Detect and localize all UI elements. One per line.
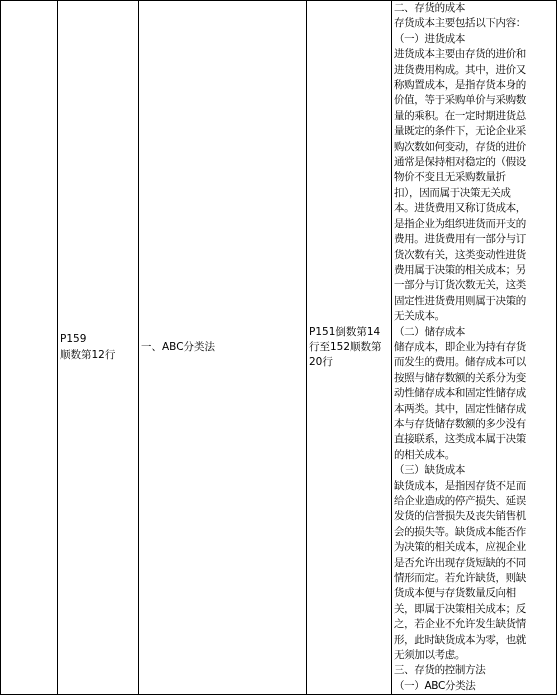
old-reference: P151倒数第14行至152顺数第20行: [309, 325, 382, 369]
content-line: 之，若企业不允许发生缺货情: [394, 618, 526, 631]
content-line: 发货的信誉损失及丧失销售机: [394, 510, 526, 523]
content-line: 二、存货的成本: [394, 2, 466, 14]
content-line: 量的乘积。在一定时期进货总: [394, 109, 526, 122]
content-line: （二）储存成本: [394, 325, 466, 338]
old-reference-cell: [307, 1, 392, 695]
table-row: [1, 1, 557, 695]
content-line: 三、存货的控制方法: [394, 664, 486, 677]
content-line: 货成本便与存货数量反向相: [394, 587, 516, 600]
content-line: 费用属于决策的相关成本；另: [394, 263, 526, 276]
content-line: 是否允许出现存货短缺的不同: [394, 556, 526, 569]
content-line: 固定性进货费用则属于决策的: [394, 294, 526, 307]
content-line: 缺货成本，是指因存货不足而: [394, 479, 526, 492]
content-line: 为决策的相关成本，应视企业: [394, 541, 526, 554]
content-line: 进货成本主要由存货的进价和: [394, 48, 526, 61]
page-number: P159: [60, 333, 87, 346]
content-line: 进货费用构成。其中，进价又: [394, 63, 526, 76]
page-reference-cell: [58, 1, 139, 695]
content-line: 价值，等于采购单价与采购数: [394, 94, 526, 107]
content-line: 一部分与订货次数无关，这类: [394, 279, 526, 292]
content-line: 通常是保持相对稳定的（假设: [394, 156, 526, 169]
content-line: 称购置成本，是指存货本身的: [394, 79, 526, 92]
content-line: 而发生的费用。储存成本可以: [394, 356, 526, 369]
content-line: （一）ABC分类法: [394, 679, 476, 692]
content-line: 无须加以考虑。: [394, 649, 466, 662]
content-line: 货次数有关，这类变动性进货: [394, 248, 526, 261]
content-line: 物价不变且无采购数量折: [394, 171, 506, 184]
section-title: 一、ABC分类法: [141, 340, 216, 353]
content-line: 量既定的条件下，无论企业采: [394, 125, 526, 138]
line-number: 顺数第12行: [60, 348, 116, 361]
content-line: 本。进货费用又称订货成本，: [394, 202, 526, 215]
content-line: 的相关成本。: [394, 448, 455, 461]
content-text: [394, 1, 554, 694]
content-line: 关，即属于决策相关成本；反: [394, 602, 526, 615]
content-line: 本两类。其中，固定性储存成: [394, 402, 526, 415]
content-line: （一）进货成本: [394, 32, 466, 45]
content-line: 动性储存成本和固定性储存成: [394, 387, 526, 400]
content-line: 存货成本主要包括以下内容：: [394, 17, 526, 30]
content-line: 给企业造成的停产损失、延误: [394, 495, 526, 507]
content-line: 按照与储存数额的关系分为变: [394, 371, 526, 384]
content-line: 储存成本，即企业为持有存货: [394, 340, 526, 353]
section-cell: [139, 1, 307, 695]
content-line: 无关成本。: [394, 310, 445, 323]
content-line: 直接联系，这类成本属于决策: [394, 433, 526, 446]
content-line: 扣），因而属于决策无关成: [394, 186, 511, 199]
content-line: 购次数如何变动，存货的进价: [394, 140, 526, 153]
content-line: 是指企业为组织进货而开支的: [394, 217, 526, 230]
content-line: （三）缺货成本: [394, 464, 466, 477]
content-cell: [392, 1, 557, 695]
blank-cell: [1, 1, 58, 695]
content-line: 形，此时缺货成本为零，也就: [394, 633, 526, 646]
content-line: 费用。进货费用有一部分与订: [394, 233, 526, 246]
content-line: 情形而定。若允许缺货，则缺: [394, 572, 526, 585]
content-line: 会的损失等。缺货成本能否作: [394, 525, 526, 538]
content-line: 本与存货储存数额的多少没有: [394, 417, 526, 430]
